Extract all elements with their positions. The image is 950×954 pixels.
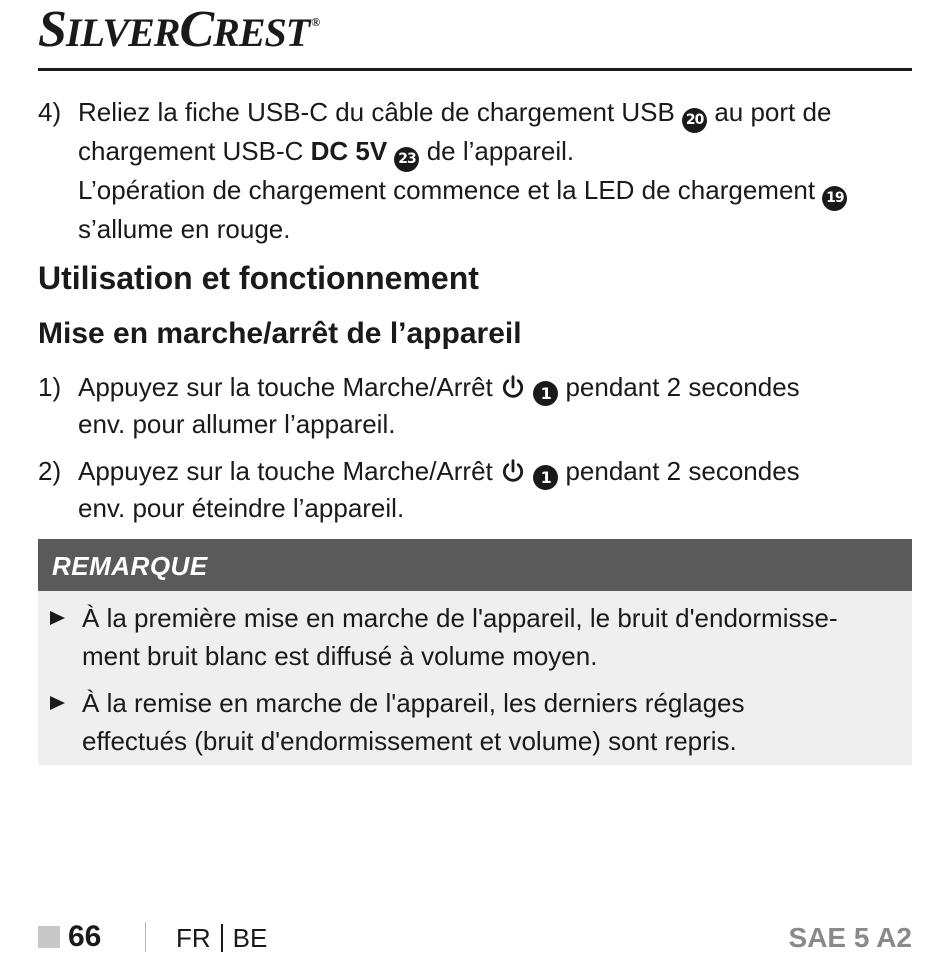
note-heading: REMARQUE [38, 539, 912, 591]
note-text [82, 684, 900, 760]
step-text-part: pendant 2 secondes [565, 372, 800, 402]
step-text-part: s’allume en rouge. [78, 214, 291, 244]
lang-divider [221, 924, 223, 952]
step-text-part: chargement USB-C [78, 136, 304, 166]
note-text [82, 599, 900, 675]
port-label: DC 5V [310, 136, 388, 166]
footer-divider [145, 922, 146, 952]
brand-logo [38, 1, 320, 58]
logo-s: S [38, 1, 66, 58]
step-2 [38, 453, 912, 527]
triangle-bullet-icon [50, 696, 65, 710]
note-item [50, 684, 900, 760]
logo-ilver: ILVER [65, 10, 180, 55]
power-icon [500, 458, 526, 484]
step-text-part: L’opération de chargement commence et la LED de chargement [78, 175, 816, 205]
section-heading: Utilisation et fonctionnement [38, 260, 479, 296]
reference-number-icon: 1 [533, 381, 558, 406]
page-marker-square [38, 926, 60, 948]
lang-fr: FR [176, 923, 211, 953]
logo-c: C [179, 1, 214, 58]
step-number: 4) [38, 97, 62, 127]
power-icon [500, 374, 526, 400]
step-1 [38, 369, 912, 443]
triangle-bullet-icon [50, 611, 65, 625]
step-text [78, 453, 912, 527]
step-text-part: Appuyez sur la touche Marche/Arrêt [78, 456, 493, 486]
registered-mark: ® [311, 15, 320, 29]
step-text-part: Appuyez sur la touche Marche/Arrêt [78, 372, 493, 402]
subsection-heading: Mise en marche/arrêt de l’appareil [38, 317, 522, 350]
reference-number-icon: 20 [682, 108, 707, 133]
step-text [78, 369, 912, 443]
step-text-part: env. pour éteindre l’appareil. [78, 493, 405, 523]
step-text-part: env. pour allumer l’appareil. [78, 409, 396, 439]
note-text-line: ment bruit blanc est diffusé à volume moyen. [82, 641, 598, 671]
language-codes [176, 922, 267, 954]
step-text-part: de l’appareil. [426, 136, 575, 166]
page-number: 66 [68, 920, 102, 953]
step-text [78, 94, 912, 248]
step-4 [38, 94, 912, 248]
step-text-part: au port de [714, 97, 832, 127]
note-item [50, 599, 900, 675]
model-number: SAE 5 A2 [788, 922, 912, 953]
step-text-part: pendant 2 secondes [565, 456, 800, 486]
note-text-line: À la première mise en marche de l'appareil, le bruit d'endormisse- [82, 603, 838, 633]
step-text-part: Reliez la fiche USB-C du câble de chargement USB [78, 97, 675, 127]
note-text-line: effectués (bruit d'endormissement et volume) sont repris. [82, 726, 737, 756]
note-box [38, 539, 912, 765]
note-text-line: À la remise en marche de l'appareil, les derniers réglages [82, 688, 745, 718]
reference-number-icon: 1 [533, 465, 558, 490]
lang-be: BE [232, 923, 268, 953]
reference-number-icon: 23 [394, 147, 419, 172]
logo-rest: REST [213, 10, 310, 55]
reference-number-icon: 19 [822, 186, 847, 211]
step-number: 2) [38, 456, 62, 486]
header-rule [38, 68, 912, 71]
step-number: 1) [38, 372, 62, 402]
